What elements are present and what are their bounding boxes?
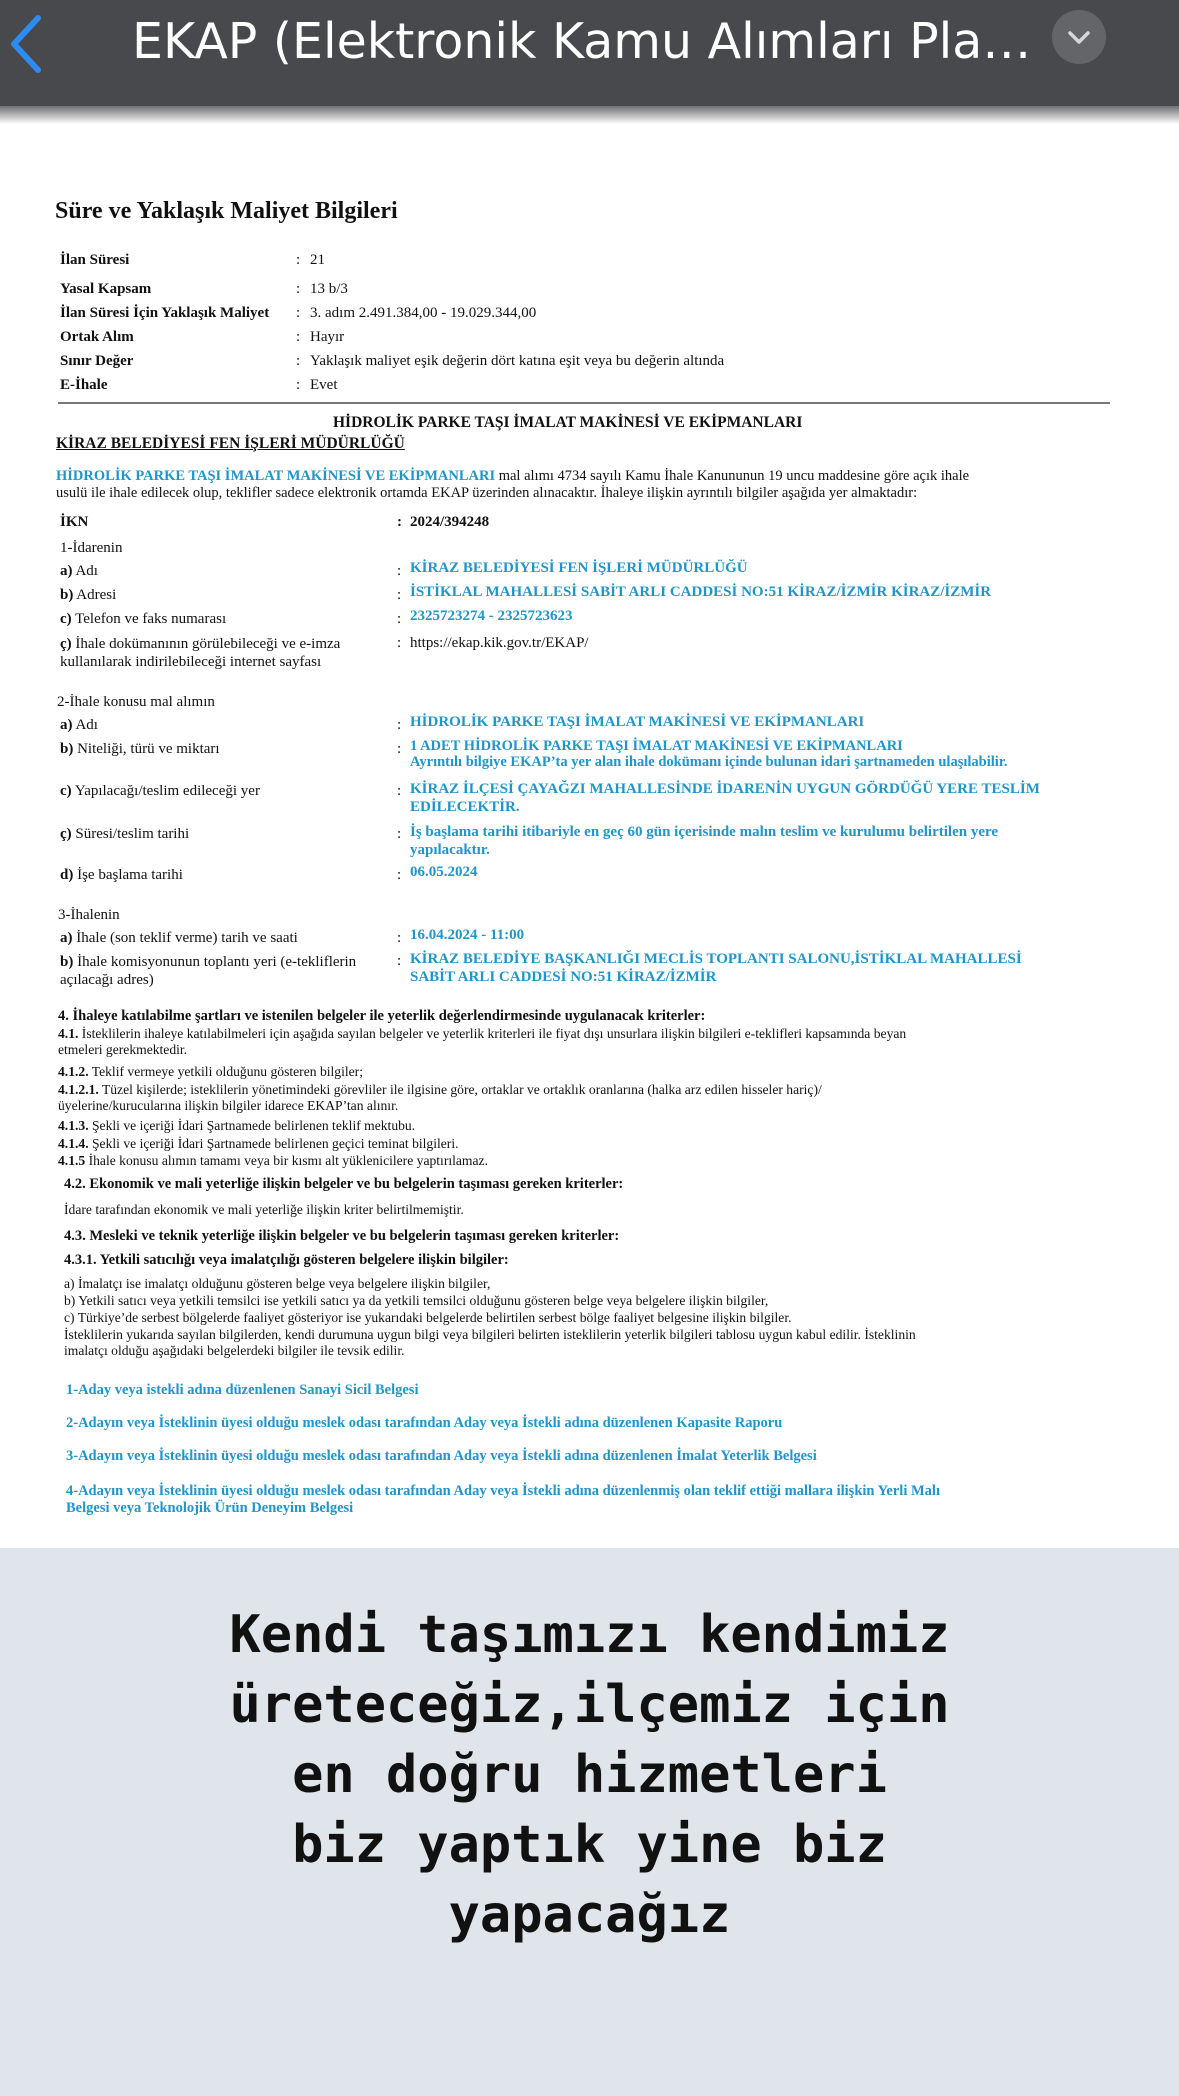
requirement-item: 2-Adayın veya İsteklinin üyesi olduğu meslek odası tarafından Aday veya İstekli adına düzenlenen Kapasite Raporu [66,1415,783,1431]
section-3-title: 3-İhalenin [58,907,120,923]
summary-value: Yaklaşık maliyet eşik değerin dört katına eşit veya bu değerin altında [310,353,725,369]
ikn-value: 2024/394248 [410,514,490,530]
requirement-item: 4-Adayın veya İsteklinin üyesi olduğu meslek odası tarafından Aday veya İstekli adına düzenlenmiş olan teklif ettiği mallara ilişkin Yerli Malı Belgesi veya Teknolojik Ürün Deneyim Belgesi [66,1483,940,1516]
criteria-4-2-text: İdare tarafından ekonomik ve mali yeterliğe ilişkin kriter belirtilmemiştir. [64,1202,464,1217]
divider [58,402,1110,404]
field-label: Niteliği, türü ve miktarı [77,741,220,757]
authority-heading: KİRAZ BELEDİYESİ FEN İŞLERİ MÜDÜRLÜĞÜ [56,435,405,452]
criteria-4-1: 4.1. İsteklilerin ihaleye katılabilmeleri için aşağıda sayılan belgeler ve yeterlik kriterleri ile fiyat dışı unsurlara ilişkin bilgileri e-teklifleri kapsamında beyan etmeleri gerekmektedir. [58,1026,907,1057]
field-label: Adresi [76,587,117,603]
criteria-4-1-3: 4.1.3. Şekli ve içeriği İdari Şartnamede belirlenen teklif mektubu. [58,1118,416,1133]
field-label: İhale komisyonunun toplantı yeri (e-tekliflerin [77,954,357,970]
criteria-4-3-1-c: c) Türkiye’de serbest bölgelerde faaliyet gösteriyor ise yukarıdaki belgelerde belirtilen serbest bölge faaliyet belgesine ilişkin bilgiler. [64,1310,792,1325]
field-label: Telefon ve faks numarası [75,611,227,627]
field-label: Süresi/teslim tarihi [75,826,190,842]
start-date: 06.05.2024 [410,864,478,880]
section-4-title: 4. İhaleye katılabilme şartları ve istenilen belgeler ile yeterlik değerlendirmesinde uygulanacak kriterler: [58,1008,706,1024]
tender-datetime: 16.04.2024 - 11:00 [410,927,525,943]
criteria-4-1-5: 4.1.5 İhale konusu alımın tamamı veya bir kısmı alt yüklenicilere yaptırılamaz. [58,1153,488,1168]
summary-label: Ortak Alım [60,329,134,345]
ekap-link[interactable]: https://ekap.kik.gov.tr/EKAP/ [410,635,589,651]
story-caption [0,1600,1179,1950]
page-shadow [0,106,1179,124]
criteria-4-3-title: 4.3. Mesleki ve teknik yeterliğe ilişkin belgeler ve bu belgelerin taşıması gereken kriterler: [64,1228,620,1244]
item-quantity: 1 ADET HİDROLİK PARKE TAŞI İMALAT MAKİNESİ VE EKİPMANLARI Ayrıntılı bilgiye EKAP’ta yer alan ihale dokümanı içinde bulunan idari şartnameden ulaşılabilir. [410,738,1008,770]
requirement-item: 1-Aday veya istekli adına düzenlenen Sanayi Sicil Belgesi [66,1382,419,1398]
top-bar [0,0,1179,110]
field-label: Adı [75,563,98,579]
dropdown-button[interactable] [1052,10,1106,64]
tender-heading: HİDROLİK PARKE TAŞI İMALAT MAKİNESİ VE EKİPMANLARI [333,414,803,431]
caption-line: yapacağız [448,1885,731,1945]
authority-address: İSTİKLAL MAHALLESİ SABİT ARLI CADDESİ NO:51 KİRAZ/İZMİR KİRAZ/İZMİR [410,584,992,600]
field-label: İhale dokümanının görülebileceği ve e-imza [75,636,341,652]
criteria-4-3-1-b: b) Yetkili satıcı veya yetkili temsilci ise yetkili satıcı ya da yetkili temsilci olduğunu gösteren belge veya belgelere ilişkin bilgiler, [64,1293,769,1308]
item-name: HİDROLİK PARKE TAŞI İMALAT MAKİNESİ VE EKİPMANLARI [410,714,865,730]
page-title: EKAP (Elektronik Kamu Alımları Pla… [132,13,1032,70]
criteria-4-1-2: 4.1.2. Teklif vermeye yetkili olduğunu gösteren bilgiler; [58,1064,363,1079]
ikn-label: İKN [60,514,89,530]
criteria-4-3-1-title: 4.3.1. Yetkili satıcılığı veya imalatçılığı gösteren belgelere ilişkin bilgiler: [64,1252,509,1268]
section-title: Süre ve Yaklaşık Maliyet Bilgileri [55,198,398,224]
meeting-place: KİRAZ BELEDİYE BAŞKANLIĞI MECLİS TOPLANTI SALONU,İSTİKLAL MAHALLESİ SABİT ARLI CADDESİ NO:51 KİRAZ/İZMİR [410,951,1022,985]
criteria-4-3-1-d: İsteklilerin yukarıda sayılan bilgilerden, kendi durumuna uygun bilgi veya bilgileri belirten isteklilerin yeterlik bilgileri tablosu uygun kabul edilir. İsteklinin imalatçı olduğu aşağıdaki belgelerdeki bilgiler ile tevsik edilir. [64,1327,916,1358]
section-1-title: 1-İdarenin [60,540,123,556]
caption-line: Kendi taşımızı kendimiz [229,1605,950,1665]
delivery-duration: İş başlama tarihi itibariyle en geç 60 gün içerisinde malın teslim ve kurulumu belirtilen yere yapılacaktır. [410,824,999,858]
caption-line: en doğru hizmetleri [292,1745,887,1805]
field-label: İhale (son teklif verme) tarih ve saati [76,930,298,946]
chevron-left-icon[interactable] [6,14,46,74]
caption-line: üreteceğiz,ilçemiz için [229,1675,950,1735]
summary-label: Yasal Kapsam [60,281,152,297]
delivery-place: KİRAZ İLÇESİ ÇAYAĞZI MAHALLESİNDE İDARENİN UYGUN GÖRDÜĞÜ YERE TESLİM EDİLECEKTİR. [410,781,1040,815]
summary-value: Hayır [310,329,345,345]
summary-value: 13 b/3 [310,281,348,297]
authority-phone: 2325723274 - 2325723623 [410,608,573,624]
summary-label: E-İhale [60,377,108,393]
document-page: Süre ve Yaklaşık Maliyet Bilgileri İlan Süresi : 21 Yasal Kapsam : 13 b/3 İlan Süresi İçin Yaklaşık Maliyet : 3. adım 2.491.384,00 - 19.029.344,00 Ortak Alım : Hayır Sınır Değer : Yaklaşık maliyet eşik değerin dört katına eşit veya bu değerin altında E-İhale : Evet HİDROLİK PARKE TAŞI İMALAT MAKİNESİ VE EKİPMANLARI KİRAZ BELEDİYESİ FEN İŞLERİ MÜDÜRLÜĞÜ HİDROLİK PARKE TAŞI İMALAT MAKİNESİ VE EKİPMANLARI mal alımı 4734 sayılı Kamu İhale Kanununun 19 uncu maddesine göre açık ihale usulü ile ihale edilecek olup, teklifler sadece elektronik ortamda EKAP üzerinden alınacaktır. İhaleye ilişkin ayrıntılı bilgiler aşağıda yer almaktadır: İKN : 2024/394248 1-İdarenin a) Adı : KİRAZ BELEDİYESİ FEN İŞLERİ MÜDÜRLÜĞÜ b) Adresi : İSTİKLAL MAHALLESİ SABİT ARLI CADDESİ NO:51 KİRAZ/İZMİR KİRAZ/İZMİR c) Telefon ve faks numarası : 2325723274 - 2325723623 ç) İhale dokümanının görülebileceği ve e-imza kullanılarak indirilebileceği internet sayfası : https://ekap.kik.gov.tr/EKAP/ 2-İhale konusu mal alımın a) Adı : HİDROLİK PARKE TAŞI İMALAT MAKİNESİ VE EKİPMANLARI b) Niteliği, türü ve miktarı : 1 ADET HİDROLİK PARKE TAŞI İMALAT MAKİNESİ VE EKİPMANLARI Ayrıntılı bilgiye EKAP’ta yer alan ihale dokümanı içinde bulunan idari şartnameden ulaşılabilir. c) Yapılacağı/teslim edileceği yer : KİRAZ İLÇESİ ÇAYAĞZI MAHALLESİNDE İDARENİN UYGUN GÖRDÜĞÜ YERE TESLİM EDİLECEKTİR. ç) Süresi/teslim tarihi : İş başlama tarihi itibariyle en geç 60 gün içerisinde malın teslim ve kurulumu belirtilen yere yapılacaktır. d) İşe başlama tarihi : 06.05.2024 3-İhalenin a) İhale (son teklif verme) tarih ve saati : 16.04.2024 - 11:00 b) İhale komisyonunun toplantı yeri (e-tekliflerin açılacağı adres) : KİRAZ BELEDİYE BAŞKANLIĞI MECLİS TOPLANTI SALONU,İSTİKLAL MAHALLESİ SABİT ARLI CADDESİ NO:51 KİRAZ/İZMİR 4. İhaleye katılabilme şartları ve istenilen belgeler ile yeterlik değerlendirmesinde uygulanacak kriterler: 4.1. İsteklilerin ihaleye katılabilmeleri için aşağıda sayılan belgeler ve yeterlik kriterleri ile fiyat dışı unsurlara ilişkin bilgileri e-teklifleri kapsamında beyan etmeleri gerekmektedir. 4.1.2. Teklif vermeye yetkili olduğunu gösteren bilgiler; 4.1.2.1. Tüzel kişilerde; isteklilerin yönetimindeki görevliler ile ilgisine göre, ortaklar ve ortaklık oranlarına (halka arz edilen hisseler hariç)/ üyelerine/kurucularına ilişkin bilgiler idarece EKAP’tan alınır. 4.1.3. Şekli ve içeriği İdari Şartnamede belirlenen teklif mektubu. 4.1.4. Şekli ve içeriği İdari Şartnamede belirlenen geçici teminat bilgileri. 4.1.5 İhale konusu alımın tamamı veya bir kısmı alt yüklenicilere yaptırılamaz. 4.2. Ekonomik ve mali yeterliğe ilişkin belgeler ve bu belgelerin taşıması gereken kriterler: İdare tarafından ekonomik ve mali yeterliğe ilişkin kriter belirtilmemiştir. 4.3. Mesleki ve teknik yeterliğe ilişkin belgeler ve bu belgelerin taşıması gereken kriterler: 4.3.1. Yetkili satıcılığı veya imalatçılığı gösteren belgelere ilişkin bilgiler: a) İmalatçı ise imalatçı olduğunu gösteren belge veya belgelere ilişkin bilgiler, b) Yetkili satıcı veya yetkili temsilci ise yetkili satıcı ya da yetkili temsilci olduğunu gösteren belge veya belgelere ilişkin bilgiler, c) Türkiye’de serbest bölgelerde faaliyet gösteriyor ise yukarıdaki belgelerde belirtilen serbest bölge faaliyet belgesine ilişkin bilgiler. İsteklilerin yukarıda sayılan bilgilerden, kendi durumuna uygun bilgi veya bilgileri belirten isteklilerin yeterlik bilgileri tablosu uygun kabul edilir. İsteklinin imalatçı olduğu aşağıdaki belgelerdeki bilgiler ile tevsik edilir. 1-Aday veya istekli adına düzenlenen Sanayi Sicil Belgesi 2-Adayın veya İsteklinin üyesi olduğu meslek odası tarafından Aday veya İstekli adına düzenlenen Kapasite Raporu 3-Adayın veya İsteklinin üyesi olduğu meslek odası tarafından Aday veya İstekli adına düzenlenen İmalat Yeterlik Belgesi 4-Adayın veya İsteklinin üyesi olduğu meslek odası tarafından Aday veya İstekli adına düzenlenmiş olan teklif ettiği mallara ilişkin Yerli Malı Belgesi veya Teknolojik Ürün Deneyim Belgesi [0,110,1179,1548]
section-2-title: 2-İhale konusu mal alımın [57,694,215,710]
field-label: İşe başlama tarihi [77,867,183,883]
field-label: Adı [75,717,98,733]
requirement-item: 3-Adayın veya İsteklinin üyesi olduğu meslek odası tarafından Aday veya İstekli adına düzenlenen İmalat Yeterlik Belgesi [66,1448,817,1464]
summary-label: İlan Süresi [60,252,130,268]
authority-name: KİRAZ BELEDİYESİ FEN İŞLERİ MÜDÜRLÜĞÜ [410,560,748,576]
criteria-4-1-2-1: 4.1.2.1. Tüzel kişilerde; isteklilerin yönetimindeki görevliler ile ilgisine göre, ortaklar ve ortaklık oranlarına (halka arz edilen hisseler hariç)/ üyelerine/kurucularına ilişkin bilgiler idarece EKAP’tan alınır. [58,1082,822,1113]
field-label: Yapılacağı/teslim edileceği yer [74,783,260,799]
criteria-4-3-1-a: a) İmalatçı ise imalatçı olduğunu gösteren belge veya belgelere ilişkin bilgiler, [64,1276,491,1291]
summary-label: Sınır Değer [60,353,134,369]
summary-value: 3. adım 2.491.384,00 - 19.029.344,00 [310,305,537,321]
summary-value: 21 [310,252,325,268]
intro-paragraph: HİDROLİK PARKE TAŞI İMALAT MAKİNESİ VE EKİPMANLARI mal alımı 4734 sayılı Kamu İhale Kanununun 19 uncu maddesine göre açık ihale usulü ile ihale edilecek olup, teklifler sadece elektronik ortamda EKAP üzerinden alınacaktır. İhaleye ilişkin ayrıntılı bilgiler aşağıda yer almaktadır: [56,468,970,501]
chevron-down-icon [1065,23,1093,51]
criteria-4-2-title: 4.2. Ekonomik ve mali yeterliğe ilişkin belgeler ve bu belgelerin taşıması gereken kriterler: [64,1176,624,1192]
summary-value: Evet [310,377,338,393]
caption-line: biz yaptık yine biz [292,1815,887,1875]
summary-label: İlan Süresi İçin Yaklaşık Maliyet [60,305,270,321]
criteria-4-1-4: 4.1.4. Şekli ve içeriği İdari Şartnamede belirlenen geçici teminat bilgileri. [58,1136,459,1151]
